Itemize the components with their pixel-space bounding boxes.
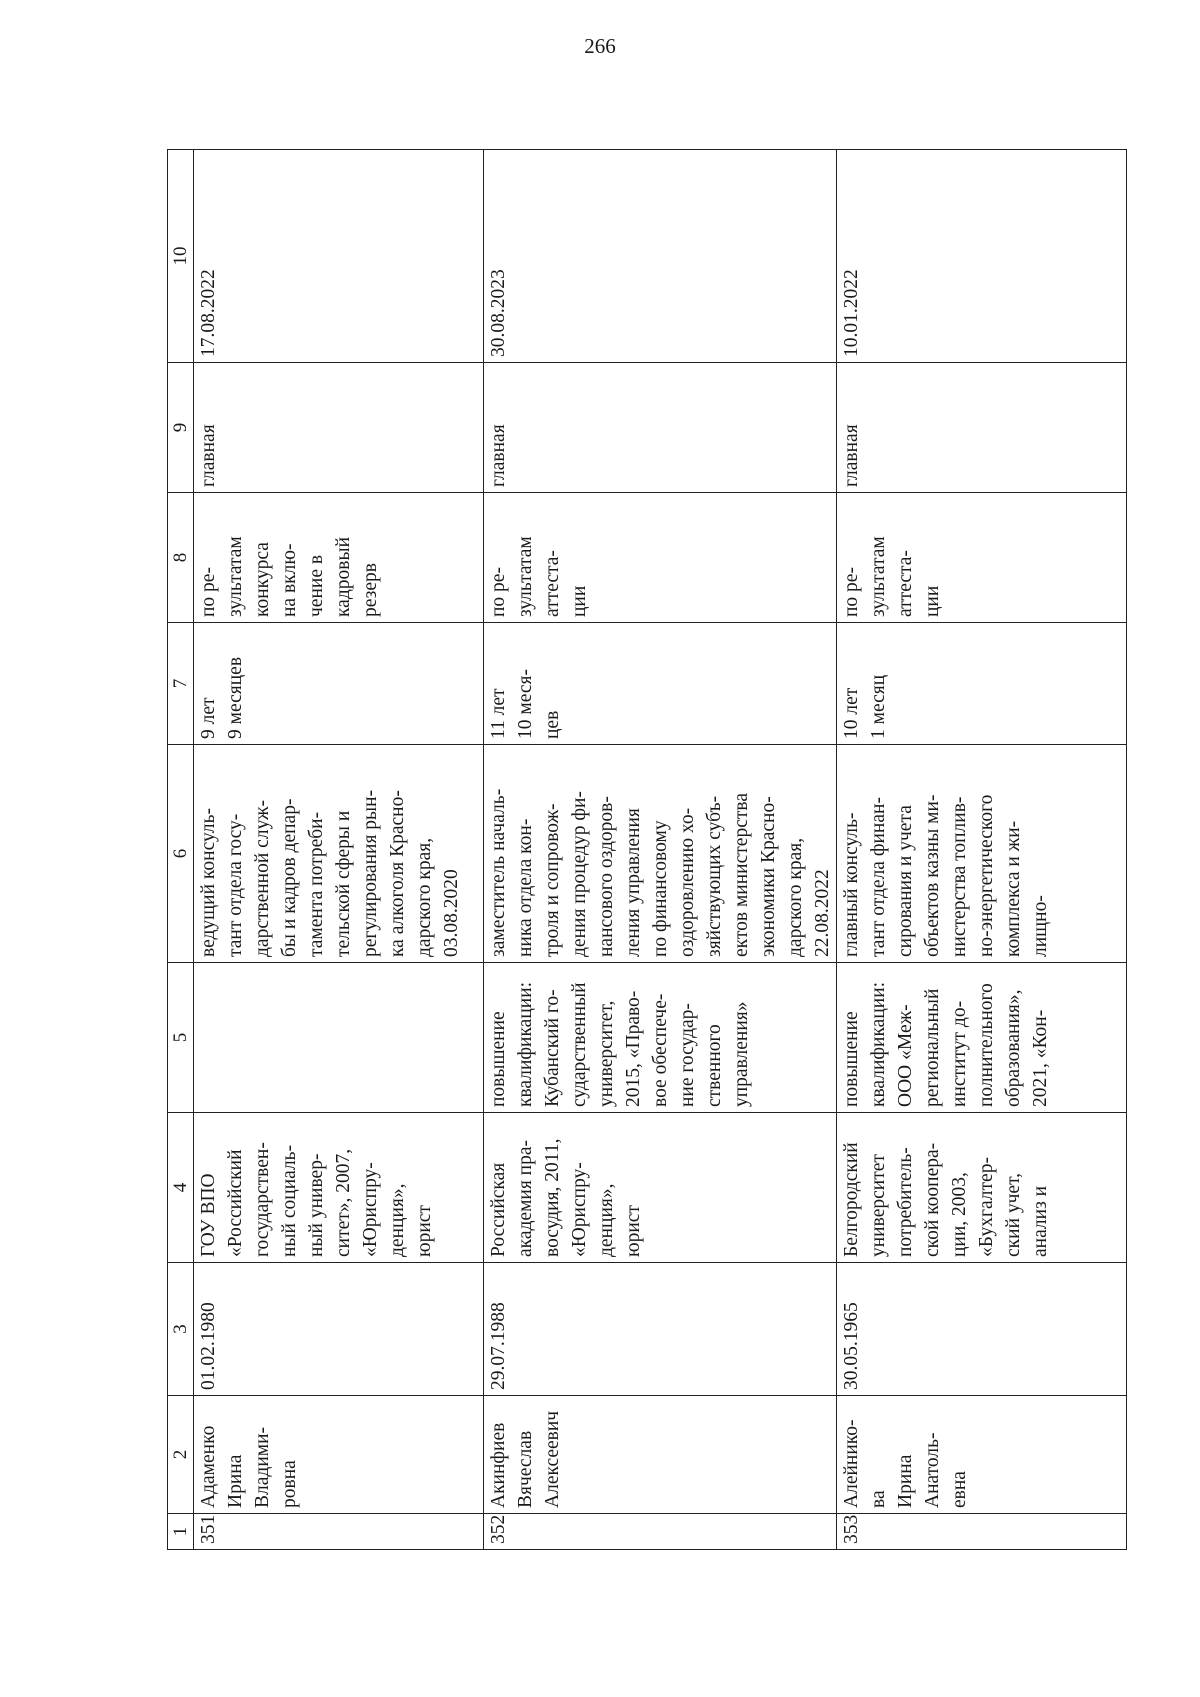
- cell-education: [837, 1113, 1127, 1263]
- cell-text-line: ние государ-: [677, 1003, 698, 1107]
- cell-text-line: «Российский: [225, 1149, 246, 1257]
- cell-text-line: зяйствующих субъ-: [704, 795, 725, 957]
- cell-text-line: по ре-: [198, 567, 219, 617]
- cell-experience: [837, 623, 1127, 745]
- cell-text-line: 2015, «Право-: [623, 990, 644, 1107]
- cell-text-line: нансового оздоров-: [596, 796, 617, 957]
- cell-text-line: Ирина: [225, 1454, 246, 1508]
- cell-text-line: ГОУ ВПО: [198, 1173, 219, 1257]
- cell-text-line: ника отдела кон-: [515, 818, 536, 957]
- cell-text-line: резерв: [360, 563, 381, 617]
- cell-text-line: 11 лет: [488, 688, 509, 739]
- cell-text-line: ектов министерства: [731, 793, 752, 957]
- cell-text-line: ский учет,: [1003, 1172, 1024, 1257]
- cell-text-line: Белгородский: [841, 1142, 862, 1257]
- cell-text-line: «Юриспру-: [569, 1162, 590, 1257]
- cell-text-line: Российская: [488, 1162, 509, 1257]
- cell-text-line: 10 лет: [841, 687, 862, 739]
- cell-text-line: анализ и: [1030, 1185, 1051, 1257]
- cell-full-name: [484, 1396, 837, 1514]
- cell-text-line: государствен-: [252, 1142, 273, 1257]
- cell-text-line: объектов казны ми-: [922, 794, 943, 957]
- cell-text-line: чение в: [306, 554, 327, 617]
- cell-birth-date: 30.05.1965: [837, 1263, 1127, 1396]
- cell-text-line: «Бухгалтер-: [976, 1157, 997, 1257]
- column-header-7: 7: [168, 623, 194, 745]
- cell-text-line: 9 лет: [198, 697, 219, 739]
- cell-text-line: зультатам: [868, 536, 889, 617]
- cell-number: 351: [194, 1514, 484, 1550]
- cell-text-line: бы и кадров депар-: [279, 798, 300, 957]
- cell-text-line: по ре-: [488, 567, 509, 617]
- page-number: 266: [584, 34, 616, 58]
- cell-text-line: потребитель-: [895, 1147, 916, 1257]
- cell-text-line: ведущий консуль-: [198, 807, 219, 957]
- cell-text-line: 9 месяцев: [225, 656, 246, 739]
- cell-position-group: [194, 363, 484, 493]
- cell-text-line: университет,: [596, 1000, 617, 1107]
- cell-text-line: на вклю-: [279, 543, 300, 617]
- cell-text-line: денция»,: [387, 1183, 408, 1257]
- cell-text-line: ления управления: [623, 808, 644, 957]
- cell-text-line: тант отдела финан-: [868, 797, 889, 957]
- column-header-2: 2: [168, 1396, 194, 1514]
- cell-text-line: 2021, «Кон-: [1030, 1009, 1051, 1107]
- cell-text-line: заместитель началь-: [488, 788, 509, 957]
- cell-birth-date: 01.02.1980: [194, 1263, 484, 1396]
- cell-birth-date: 29.07.1988: [484, 1263, 837, 1396]
- cell-text-line: экономики Красно-: [758, 796, 779, 957]
- cell-additional-education: [484, 963, 837, 1113]
- cell-text-line: нистерства топлив-: [949, 796, 970, 957]
- cell-text-line: дарского края,: [785, 837, 806, 957]
- cell-text-line: дарского края,: [414, 837, 435, 957]
- cell-text-line: регулирования рын-: [360, 789, 381, 957]
- table-row: [194, 150, 484, 1550]
- cell-text-line: Вячеслав: [515, 1430, 536, 1508]
- cell-text-line: ровна: [279, 1460, 300, 1508]
- cell-text-line: квалификации:: [515, 981, 536, 1107]
- column-header-1: 1: [168, 1514, 194, 1550]
- cell-text-line: сирования и учета: [895, 805, 916, 957]
- cell-text-line: повышение: [488, 1011, 509, 1107]
- cell-text-line: университет: [868, 1154, 889, 1257]
- column-header-10: 10: [168, 150, 194, 363]
- cell-number: 352: [484, 1514, 837, 1550]
- cell-additional-education: [194, 963, 484, 1113]
- cell-text-line: «Юриспру-: [360, 1162, 381, 1257]
- cell-text-line: юрист: [623, 1205, 644, 1257]
- cell-text-line: цев: [542, 710, 563, 739]
- cell-position-group: [837, 363, 1127, 493]
- cell-text-line: зультатам: [225, 536, 246, 617]
- cell-text-line: дения процедур фи-: [569, 791, 590, 957]
- cell-experience: [484, 623, 837, 745]
- cell-text-line: по финансовому: [650, 820, 671, 957]
- cell-text-line: сударственный: [569, 982, 590, 1107]
- cell-text-line: Ирина: [895, 1454, 916, 1508]
- cell-text-line: ситет», 2007,: [333, 1148, 354, 1257]
- column-header-8: 8: [168, 493, 194, 623]
- cell-text-line: троля и сопровож-: [542, 803, 563, 957]
- cell-text-line: Алейнико-: [841, 1419, 862, 1508]
- cell-text-line: Адаменко: [198, 1425, 219, 1508]
- cell-text-line: Кубанский го-: [542, 989, 563, 1107]
- table-row: [484, 150, 837, 1550]
- cell-position: [837, 745, 1127, 963]
- cell-text-line: аттеста-: [895, 550, 916, 617]
- cell-grounds: [484, 493, 837, 623]
- cell-inclusion-date: 10.01.2022: [837, 150, 1127, 363]
- cell-text-line: конкурса: [252, 542, 273, 617]
- cell-text-line: 03.08.2020: [441, 869, 462, 957]
- cell-text-line: ции, 2003,: [949, 1172, 970, 1257]
- cell-text-line: полнительного: [976, 983, 997, 1107]
- cell-text-line: ка алкоголя Красно-: [387, 790, 408, 957]
- cell-text-line: ный универ-: [306, 1153, 327, 1257]
- cell-text-line: повышение: [841, 1011, 862, 1107]
- cell-text-line: 22.08.2022: [812, 869, 833, 957]
- cell-full-name: [837, 1396, 1127, 1514]
- cell-number: 353: [837, 1514, 1127, 1550]
- cell-text-line: ции: [569, 585, 590, 617]
- cell-text-line: тельской сферы и: [333, 810, 354, 957]
- cell-text-line: ный социаль-: [279, 1144, 300, 1257]
- cell-text-line: аттеста-: [542, 550, 563, 617]
- cell-text-line: тамента потреби-: [306, 811, 327, 957]
- cell-text-line: главная: [488, 424, 509, 487]
- cell-text-line: юрист: [414, 1205, 435, 1257]
- cell-text-line: тант отдела госу-: [225, 813, 246, 957]
- table-body: [194, 150, 1127, 1550]
- cell-text-line: кадровый: [333, 537, 354, 617]
- cell-text-line: вое обеспече-: [650, 993, 671, 1107]
- cell-position-group: [484, 363, 837, 493]
- cell-text-line: дарственной служ-: [252, 799, 273, 957]
- cell-text-line: ва: [868, 1490, 889, 1508]
- cell-text-line: академия пра-: [515, 1139, 536, 1257]
- cell-text-line: квалификации:: [868, 981, 889, 1107]
- cell-text-line: денция»,: [596, 1183, 617, 1257]
- cell-text-line: Анатоль-: [922, 1432, 943, 1508]
- cell-text-line: Акинфиев: [488, 1422, 509, 1508]
- cell-inclusion-date: 30.08.2023: [484, 150, 837, 363]
- cell-position: [194, 745, 484, 963]
- cell-text-line: институт до-: [949, 1000, 970, 1107]
- cell-text-line: ции: [922, 585, 943, 617]
- cell-text-line: Алексеевич: [542, 1410, 563, 1508]
- cell-text-line: управления»: [731, 1001, 752, 1107]
- column-header-5: 5: [168, 963, 194, 1113]
- cell-text-line: зультатам: [515, 536, 536, 617]
- cell-text-line: Владими-: [252, 1426, 273, 1508]
- cell-text-line: ской коопера-: [922, 1142, 943, 1257]
- personnel-reserve-table: [167, 149, 1127, 1550]
- column-header-3: 3: [168, 1263, 194, 1396]
- cell-text-line: комплекса и жи-: [1003, 820, 1024, 957]
- cell-experience: [194, 623, 484, 745]
- cell-inclusion-date: 17.08.2022: [194, 150, 484, 363]
- cell-grounds: [194, 493, 484, 623]
- cell-text-line: главный консуль-: [841, 812, 862, 957]
- cell-text-line: образования»,: [1003, 989, 1024, 1107]
- cell-text-line: региональный: [922, 988, 943, 1107]
- rotated-table-frame: [167, 150, 1060, 1550]
- table-row: [837, 150, 1127, 1550]
- cell-text-line: евна: [949, 1471, 970, 1508]
- cell-text-line: ственного: [704, 1024, 725, 1107]
- cell-text-line: оздоровлению хо-: [677, 807, 698, 957]
- cell-text-line: главная: [198, 424, 219, 487]
- cell-education: [484, 1113, 837, 1263]
- column-header-6: 6: [168, 745, 194, 963]
- cell-text-line: лищно-: [1030, 895, 1051, 957]
- cell-additional-education: [837, 963, 1127, 1113]
- cell-text-line: восудия, 2011,: [542, 1138, 563, 1257]
- cell-text-line: 10 меся-: [515, 669, 536, 739]
- cell-grounds: [837, 493, 1127, 623]
- cell-text-line: но-энергетического: [976, 794, 997, 957]
- column-header-9: 9: [168, 363, 194, 493]
- cell-text-line: по ре-: [841, 567, 862, 617]
- cell-text-line: ООО «Меж-: [895, 1004, 916, 1107]
- cell-text-line: главная: [841, 424, 862, 487]
- column-header-row: [168, 150, 194, 1550]
- cell-full-name: [194, 1396, 484, 1514]
- cell-position: [484, 745, 837, 963]
- column-header-4: 4: [168, 1113, 194, 1263]
- cell-text-line: 1 месяц: [868, 674, 889, 739]
- cell-education: [194, 1113, 484, 1263]
